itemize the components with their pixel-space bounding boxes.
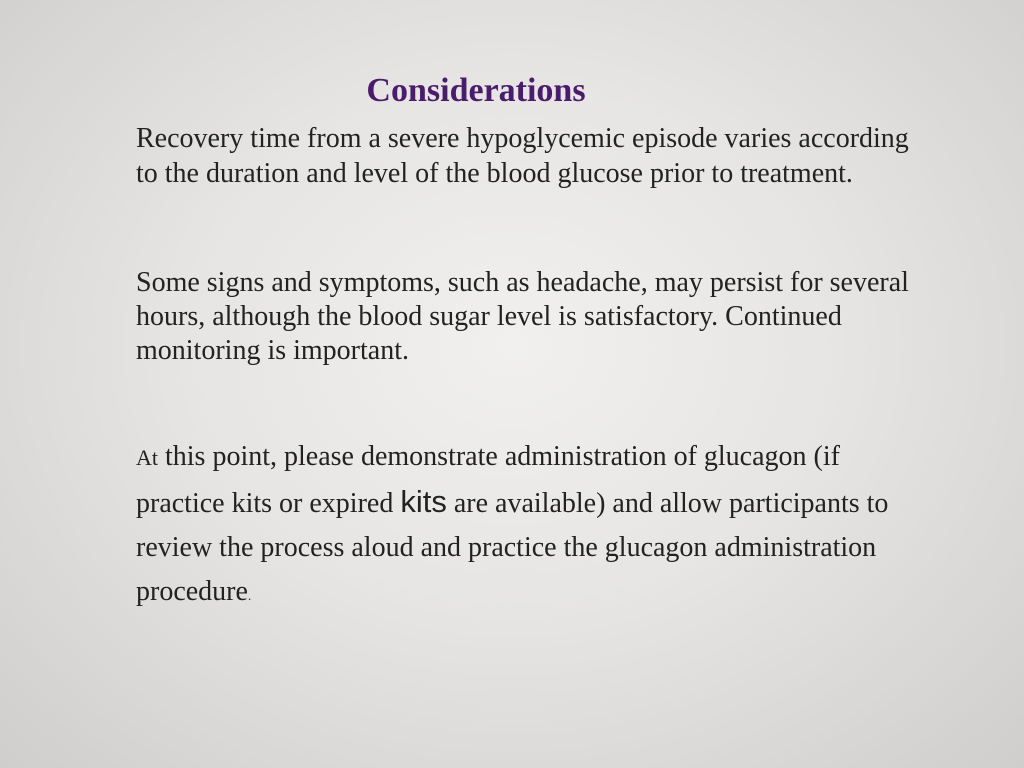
paragraph-demonstration-part2: are available) and allow participants to review the process aloud and practice the glucagon administration procedure	[136, 488, 889, 607]
paragraph-demonstration-kits: kits	[400, 484, 447, 519]
paragraph-demonstration	[136, 435, 926, 618]
paragraph-recovery-time: Recovery time from a severe hypoglycemic episode varies according to the duration and level of the blood glucose prior to treatment.	[136, 123, 909, 189]
slide-title: Considerations	[366, 72, 586, 109]
paragraph-demonstration-part1: this point, please demonstrate administration of glucagon (if practice kits or expired	[136, 441, 840, 519]
paragraph-demonstration-period: .	[247, 588, 252, 603]
paragraph-demonstration-at: At	[136, 445, 158, 470]
paragraph-signs-symptoms: Some signs and symptoms, such as headache, may persist for several hours, although the blood sugar level is satisfactory. Continued monitoring is important.	[136, 267, 909, 366]
